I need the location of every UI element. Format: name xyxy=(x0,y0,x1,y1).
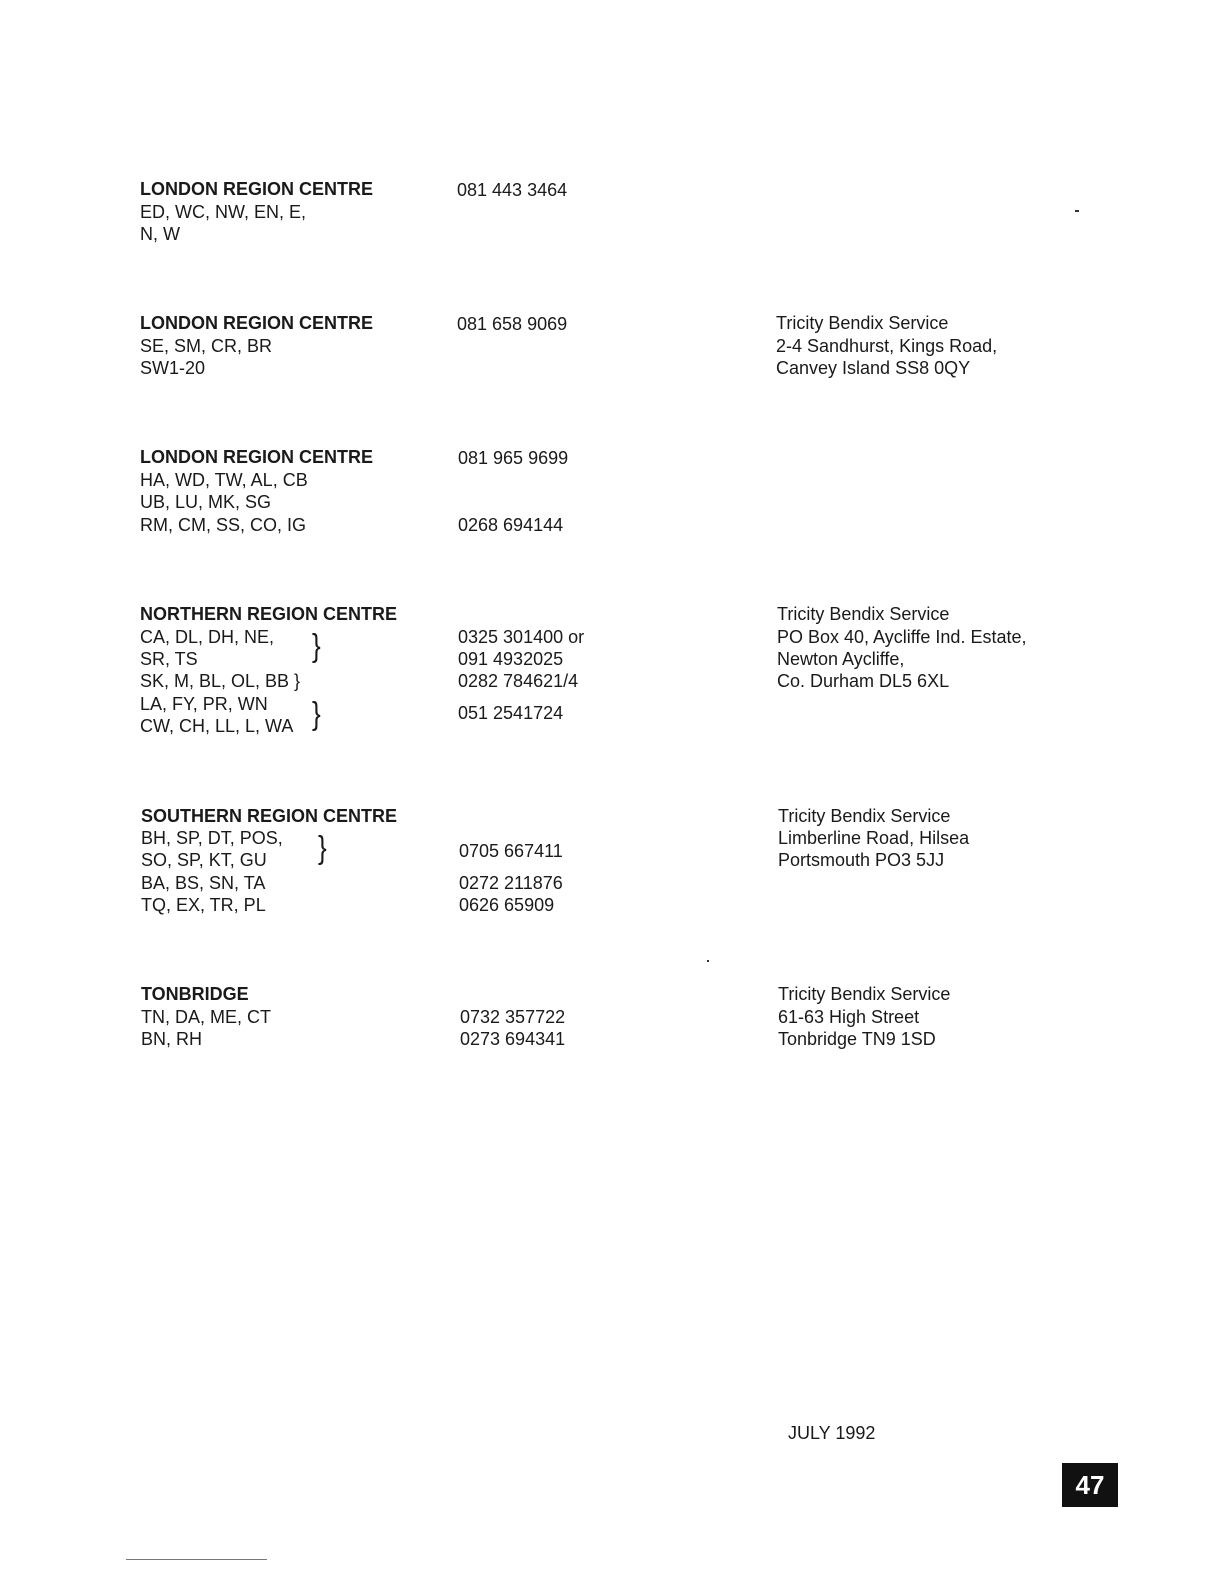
brace-icon: } xyxy=(318,828,327,866)
brace-icon: } xyxy=(312,694,321,732)
area-codes-line: BN, RH xyxy=(141,1029,203,1049)
address-line: Co. Durham DL5 6XL xyxy=(777,671,950,691)
brace-icon: } xyxy=(312,626,321,664)
section-title: SOUTHERN REGION CENTRE xyxy=(141,806,398,826)
address-line: Portsmouth PO3 5JJ xyxy=(778,850,945,870)
area-codes-line: SW1-20 xyxy=(140,358,206,378)
address-line: 61-63 High Street xyxy=(778,1007,920,1027)
phone-number: 0273 694341 xyxy=(460,1029,566,1049)
area-codes-line: UB, LU, MK, SG xyxy=(140,492,272,512)
area-codes-line: BA, BS, SN, TA xyxy=(141,873,266,893)
area-codes-line: TN, DA, ME, CT xyxy=(141,1007,271,1027)
area-codes-line: ED, WC, NW, EN, E, xyxy=(140,202,307,222)
section-title: TONBRIDGE xyxy=(141,984,249,1004)
phone-number: 081 443 3464 xyxy=(457,180,568,200)
address-line: Tonbridge TN9 1SD xyxy=(778,1029,936,1049)
section-title: LONDON REGION CENTRE xyxy=(140,447,374,467)
area-codes-line: SK, M, BL, OL, BB } xyxy=(140,671,301,691)
address-line: Tricity Bendix Service xyxy=(776,313,949,333)
phone-number: 0626 65909 xyxy=(459,895,555,915)
phone-number: 081 658 9069 xyxy=(457,314,568,334)
phone-number: 0272 211876 xyxy=(459,873,563,893)
area-codes-line: BH, SP, DT, POS, xyxy=(141,828,283,848)
area-codes-line: CW, CH, LL, L, WA xyxy=(140,716,294,736)
page-number: 47 xyxy=(1062,1463,1118,1507)
phone-number: 091 4932025 xyxy=(458,649,564,669)
area-codes-line: HA, WD, TW, AL, CB xyxy=(140,470,308,490)
address-line: Tricity Bendix Service xyxy=(778,806,951,826)
area-codes-line: SE, SM, CR, BR xyxy=(140,336,273,356)
area-codes-line: CA, DL, DH, NE, xyxy=(140,627,275,647)
phone-number: 0732 357722 xyxy=(460,1007,566,1027)
phone-number: 0705 667411 xyxy=(459,841,563,861)
area-codes-line: LA, FY, PR, WN xyxy=(140,694,268,714)
phone-number: 0282 784621/4 xyxy=(458,671,579,691)
phone-number: 0325 301400 or xyxy=(458,627,585,647)
section-title: LONDON REGION CENTRE xyxy=(140,179,374,199)
footer-rule xyxy=(126,1559,267,1560)
footer-date: JULY 1992 xyxy=(788,1423,876,1443)
address-line: Limberline Road, Hilsea xyxy=(778,828,970,848)
address-line: PO Box 40, Aycliffe Ind. Estate, xyxy=(777,627,1027,647)
section-title: LONDON REGION CENTRE xyxy=(140,313,374,333)
stray-mark xyxy=(707,960,709,962)
area-codes-line: N, W xyxy=(140,224,180,244)
address-line: Newton Aycliffe, xyxy=(777,649,905,669)
address-line: Tricity Bendix Service xyxy=(777,604,950,624)
area-codes-line: SO, SP, KT, GU xyxy=(141,850,267,870)
phone-number: 051 2541724 xyxy=(458,703,564,723)
area-codes-line: RM, CM, SS, CO, IG xyxy=(140,515,307,535)
address-line: Canvey Island SS8 0QY xyxy=(776,358,971,378)
area-codes-line: SR, TS xyxy=(140,649,198,669)
phone-number: 0268 694144 xyxy=(458,515,564,535)
phone-number: 081 965 9699 xyxy=(458,448,569,468)
address-line: Tricity Bendix Service xyxy=(778,984,951,1004)
area-codes-line: TQ, EX, TR, PL xyxy=(141,895,266,915)
section-title: NORTHERN REGION CENTRE xyxy=(140,604,398,624)
address-line: 2-4 Sandhurst, Kings Road, xyxy=(776,336,998,356)
stray-mark xyxy=(1075,210,1079,212)
